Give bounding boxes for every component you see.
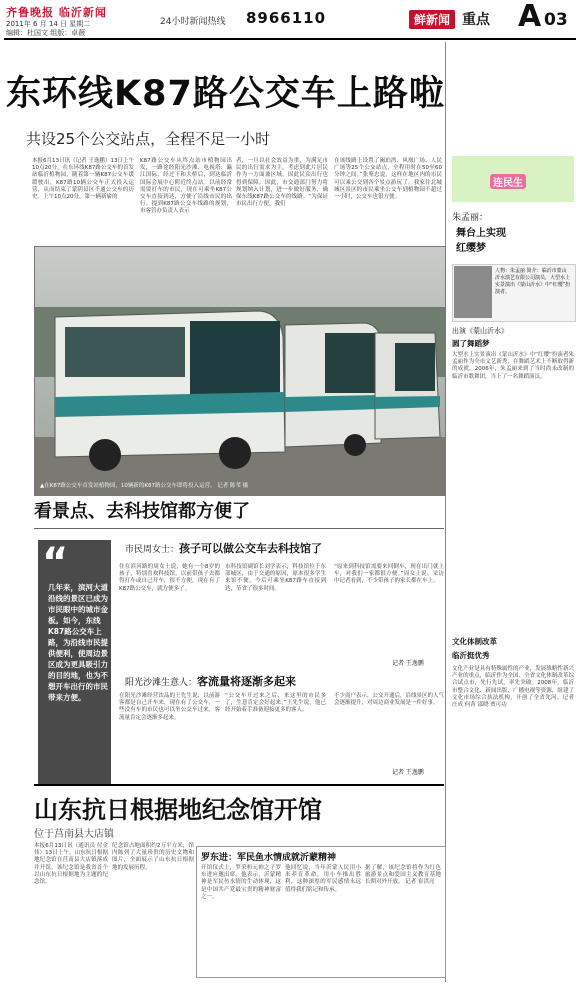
masthead-logo: 齐鲁晚报 临沂新闻 <box>6 6 107 19</box>
byline-2: 记者 王逸鹏 <box>392 769 424 776</box>
subhead-1 <box>125 540 322 556</box>
right-column-2: 文化产业是具有特殊属性的产业，发展战略性新兴产业的重点，临沂作为全国、全省文化体制改革综合试点市，先行先试，率先突破。2008年，临沂市整合文化、新闻出版、广播电视等资源，组建了文化市场综合执法机构，开创了全省先河。记者 庄成 何菁 邵晓 贾可功 <box>452 666 574 709</box>
lead-headline: 东环线K87路公交车上路啦 <box>6 74 445 114</box>
right-heading-3: 临沂挺优秀 <box>452 651 490 660</box>
section3-column-2: 纪念馆占地面积约2万平方米，馆内陈列了大量珍贵的历史文物和图片，全面展示了山东抗日根据地的发展历程。 <box>112 843 194 871</box>
sidebar-box-column-3: 据了解，该纪念馆将作为红色旅游景点和爱国主义教育基地长期对外开放。 记者 崔洪亮 <box>365 865 441 886</box>
right-title-line-1: 舞台上实现 <box>456 228 506 239</box>
section-tag: 鲜新闻 <box>409 10 455 29</box>
byline-1: 记者 王逸鹏 <box>392 660 424 667</box>
page-number: 03 <box>544 10 568 30</box>
right-title <box>456 226 506 256</box>
masthead-rule <box>4 38 576 40</box>
subhead-2 <box>125 673 296 689</box>
section2-column-1: 住在滨河路的周女士说，她有一个8岁的孩子，特别喜欢科技馆，以前带孩子去都得打车或自己开车，很不方便，现在有了K87路公交车，就方便多了。 <box>119 564 220 592</box>
sidebar-box-column-2: 他回忆说，当年沂蒙人民用小米养育革命，用小车推出胜利，这种深厚的军民感情永远值得我们铭记和传承。 <box>285 865 361 893</box>
section2-column-4: 在阳光沙滩经营饮品的王先生说，以前游客都是自己开车来，现在有了公交车，一些没有车的市民也可以坐公交车过来，客流量肯定会逐渐多起来。 <box>119 693 220 721</box>
column-divider <box>445 42 446 982</box>
sidebar-box-title: 罗东进：军民鱼水情成就沂蒙精神 <box>201 853 337 863</box>
sidebar-box-column-1: 开馆仪式上，罗荣桓元帅之子罗东进应邀出席。他表示，沂蒙精神是军民鱼水情的生动体现，这是中国共产党最宝贵的精神财富之一。 <box>201 865 281 900</box>
section-name: 重点 <box>462 12 490 28</box>
lead-column-1: 本报6月13日讯（记者 王逸鹏）13日上午10点20分，在东环线K87路公交车的首发站临沂植物园，随着第一辆K87公交车缓缓驶出，K87路10辆公交车正式投入运营，从而结束了蒙阴县区不通公交车的历史。上午10点20分，第一辆新崭的 <box>32 158 134 201</box>
lead-subhead: 共设25个公交站点，全程不足一小时 <box>26 130 271 148</box>
section2-column-2: 市科技馆副馆长刘学表示，科技馆位于东部城区，由于交通的原因，原本很多学生来馆不便，今后可乘坐K87路车直接到达，节省了很多时间。 <box>225 564 326 592</box>
bus-photo <box>34 246 446 496</box>
pull-quote: 几年来，滨河大道沿线的景区已成为市民眼中的城市金板。如今，东线K87路公交车上路，为沿线市民提供便利，使周边景区成为更具吸引力的目的地，也为不想开车出行的市民带来方便。 <box>48 583 108 702</box>
right-heading-1: 圆了舞蹈梦 <box>452 339 490 348</box>
section3-column-1: 本报6月13日讯（通讯员 付金伟）13日上午，山东抗日根据地纪念馆在莒南县大店镇落成并开馆。该纪念馆是我省首个以山东抗日根据地为主题的纪念馆。 <box>34 843 108 886</box>
editor-line: 编辑：杜国文 组版：卓薇 <box>6 29 86 37</box>
section2-column-6: 不少商户表示，公交开通后，沿线景区的人气会逐渐提升，对周边商业发展是一件好事。 <box>334 693 445 707</box>
lead-column-4: 在该线路上设置了阑珀湾、风凰广场、人民广场等25个公交站点，全程用时在50至60分钟之间。”张鉴忠说，这样在地区内的市民可以乘公交到各个景点游玩了。我家住北城城区景区的市民乘坐公交车到植物园不超过一小时，公交车也很方便。 <box>334 158 442 201</box>
section3-subhead: 位于莒南县大店镇 <box>34 829 114 840</box>
subhead-2-title: 客流量将逐渐多起来 <box>197 675 297 688</box>
page-letter: A <box>518 0 542 34</box>
subhead-1-title: 孩子可以做公交车去科技馆了 <box>179 542 323 555</box>
hotline-label: 24小时新闻热线 <box>160 17 226 27</box>
profile-text: 人物：朱孟丽 简介：临沂市蒙山沂水演艺有限公司演员，大型水上实景演出《蒙山沂水》中“红缨”扮演者。 <box>495 268 571 295</box>
section3-headline: 山东抗日根据地纪念馆开馆 <box>34 796 322 824</box>
section2-column-3: “原来到科技馆需要来回倒车，现在出门就上车，对我们一家都很方便。”周女士说。采访中记者看到，不少带孩子的家长都在车上。 <box>334 564 444 585</box>
lead-column-3: 者，一旦以社会效益为重，为满足市民的出行需求为主，考虑到此片居民作为一方面兼区域，因此民众出行也得到保障。因此，市交通部门努力将规划纳入计划，进一步做好服务，确保东线K87路公交车的线路。“为保证市民出行方便，我们 <box>236 158 328 208</box>
section2-rule <box>34 528 444 529</box>
portrait-photo <box>454 266 492 318</box>
right-banner-text: 连民生 <box>490 174 526 189</box>
right-heading-2: 文化体制改革 <box>452 637 497 646</box>
right-source: 出演《蒙山沂水》 <box>452 327 508 335</box>
right-column-1: 大型水上实景演出《蒙山沂水》中“红缨”扮演者朱孟丽作为全市文艺新秀，在舞蹈艺术上不断取得新的成就。2006年，朱孟丽来到了当时尚未改制的临沂市歌舞团，当上了一名舞蹈演员。 <box>452 352 574 380</box>
section3-rule <box>34 784 444 786</box>
date-line: 2011年 6 月 14 日 星期二 <box>6 20 91 28</box>
section2-column-5: “公交车开过来之后，来这里的市民多了，生意肯定会好起来。”王先生说，他已经开始着手准备迎接更多的客人。 <box>225 693 326 714</box>
photo-caption: ▲在K87路公交车首发站植物园，10辆新的K87路公交车即将投入运营。 记者 陈苇 摄 <box>40 483 249 489</box>
quote-mark-icon: “ <box>42 540 69 586</box>
right-author: 朱孟丽： <box>452 213 489 223</box>
section2-headline: 看景点、去科技馆都方便了 <box>34 501 250 522</box>
sidebar-box <box>196 846 446 978</box>
lead-column-2: K87路公交车从终点站市植物园出发，一路途经阳光沙滩、电视塔、瀛江国际、经过下和大桥后，到达临沂国际会展中心附近终点站。以前经常需要打车的市民，现在可乘坐K87公交车直接到达，方便了沿线市民的出行。提到K87路公交车线路的规划，市客管办负责人表示 <box>140 158 232 215</box>
dateline <box>6 20 90 38</box>
right-title-line-2: 红缨梦 <box>456 243 486 254</box>
subhead-1-prefix: 市民周女士： <box>125 545 180 555</box>
hotline-number: 8966110 <box>246 9 327 27</box>
subhead-2-prefix: 阳光沙滩生意人： <box>125 678 198 688</box>
